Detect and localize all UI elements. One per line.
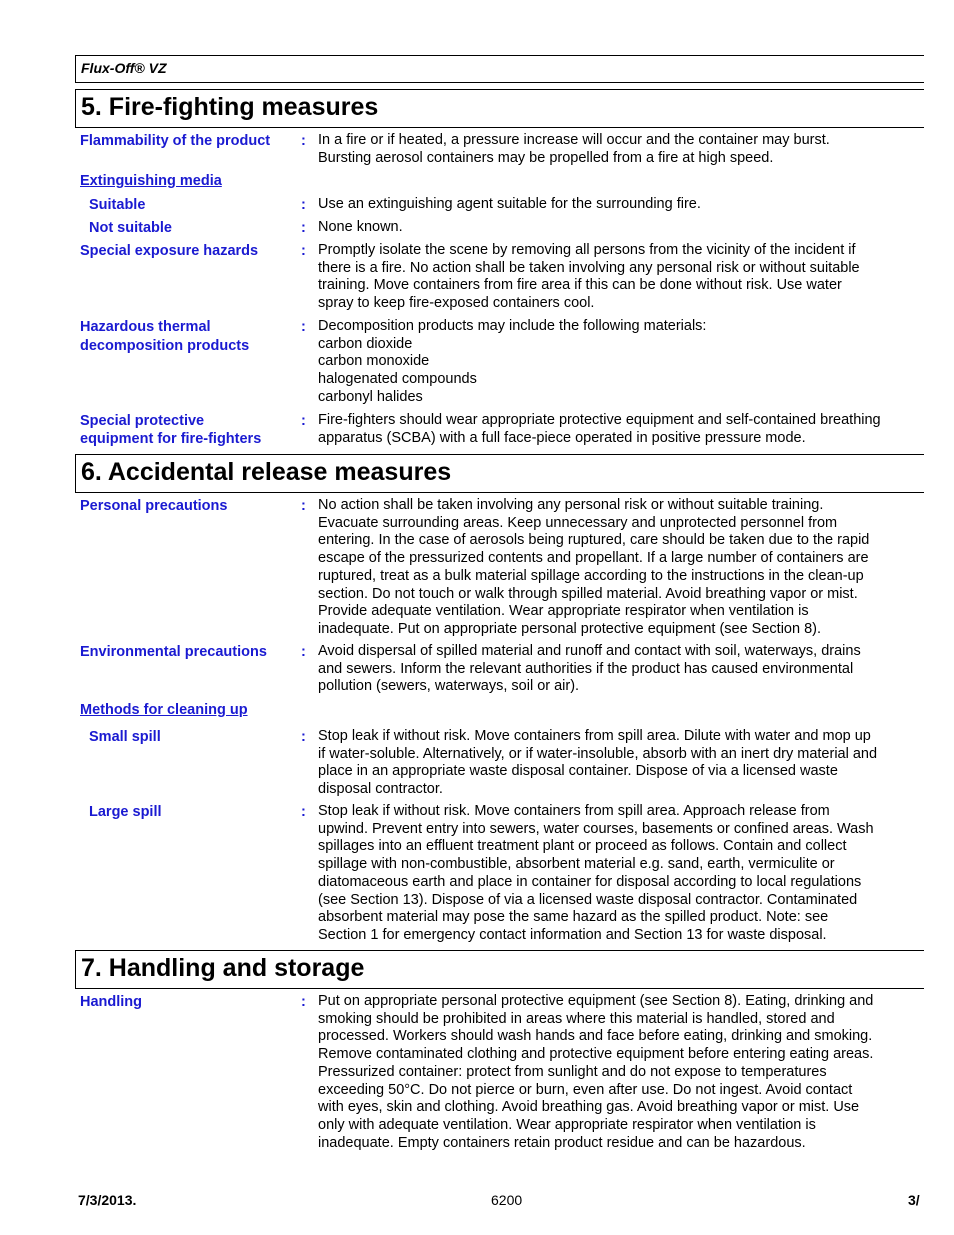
text-line: Stop leak if without risk. Move containers from spill area. Approach release from	[318, 803, 830, 819]
text-line: Decomposition products may include the following materials:	[318, 318, 707, 334]
colon: :	[301, 804, 306, 820]
colon: :	[301, 133, 306, 149]
text-line: Section 1 for emergency contact information and Section 13 for waste disposal.	[318, 926, 827, 943]
text-line: spray to keep fire-exposed containers cool.	[318, 295, 595, 312]
text-line: diatomaceous earth and place in container for disposal according to local regulations	[318, 873, 862, 890]
label-line: Hazardous thermal	[80, 319, 211, 335]
small-spill-value	[318, 728, 924, 799]
text-line: pollution (sewers, waterways, soil or air).	[318, 678, 580, 695]
text-line: training. Move containers from fire area if this can be done without risk. Use water	[318, 277, 842, 294]
personal-precautions-value	[318, 497, 924, 639]
text-line: apparatus (SCBA) with a full face-piece operated in positive pressure mode.	[318, 429, 806, 446]
colon: :	[301, 994, 306, 1010]
text-line: inadequate. Empty containers retain product residue and can be hazardous.	[318, 1134, 806, 1151]
suitable-value	[318, 196, 924, 214]
text-line: with eyes, skin and clothing. Avoid breathing gas. Avoid breathing vapor or mist. Use	[318, 1099, 860, 1116]
footer-date: 7/3/2013.	[78, 1192, 137, 1208]
handling-label: Handling	[80, 994, 143, 1010]
text-line: Fire-fighters should wear appropriate protective equipment and self-contained breathing	[318, 412, 881, 428]
section-7-title: 7. Handling and storage	[81, 954, 365, 982]
text-line: carbon dioxide	[318, 335, 413, 352]
footer-page-number: 3/	[908, 1192, 920, 1208]
special-exposure-value	[318, 242, 924, 313]
colon: :	[301, 729, 306, 745]
text-line: upwind. Prevent entry into sewers, water courses, basements or confined areas. Wash	[318, 820, 874, 837]
text-line: ruptured, treat as a bulk material spillage according to the instructions in the clean-up	[318, 567, 864, 584]
text-line: processed. Workers should wash hands and face before eating, drinking and smoking.	[318, 1028, 873, 1045]
document-header	[75, 55, 924, 83]
text-line: halogenated compounds	[318, 371, 477, 388]
colon: :	[301, 319, 306, 335]
colon: :	[301, 197, 306, 213]
text-line: Pressurized container: protect from sunlight and do not expose to temperatures	[318, 1063, 827, 1080]
text-line: Provide adequate ventilation. Wear appropriate respirator when ventilation is	[318, 603, 809, 620]
large-spill-value	[318, 803, 924, 945]
text-line: smoking should be prohibited in areas where this material is handled, stored and	[318, 1010, 835, 1027]
text-line: spillages into an effluent treatment plant or proceed as follows. Contain and collect	[318, 838, 847, 855]
label-line: Special protective	[80, 413, 205, 429]
text-line: No action shall be taken involving any personal risk or without suitable training.	[318, 497, 824, 513]
label-line: equipment for fire-fighters	[80, 431, 262, 447]
colon: :	[301, 220, 306, 236]
text-line: Stop leak if without risk. Move containers from spill area. Dilute with water and mop up	[318, 728, 871, 744]
large-spill-label: Large spill	[89, 804, 162, 820]
text-line: escape of the pressurized contents and propellant. If a large number of containers are	[318, 550, 869, 567]
text-line: if water-soluble. Alternatively, or if water-insoluble, absorb with an inert dry material and	[318, 745, 878, 762]
text-line: carbon monoxide	[318, 353, 430, 370]
special-protective-value	[318, 412, 924, 447]
text-line: exceeding 50°C. Do not pierce or burn, even after use. Do not ingest. Avoid contact	[318, 1081, 853, 1098]
product-name: Flux-Off® VZ	[81, 60, 167, 76]
extinguishing-media-link[interactable]: Extinguishing media	[80, 173, 222, 189]
hazardous-thermal-value	[318, 318, 924, 407]
text-line: absorbent material may pose the same hazard as the spilled product. Note: see	[318, 909, 829, 926]
environmental-precautions-label: Environmental precautions	[80, 644, 267, 660]
section-7-header	[75, 950, 924, 989]
text-line: In a fire or if heated, a pressure increase will occur and the container may burst.	[318, 132, 830, 148]
suitable-label: Suitable	[89, 197, 146, 213]
handling-value	[318, 993, 924, 1152]
text-line: Promptly isolate the scene by removing all persons from the vicinity of the incident if	[318, 242, 856, 258]
text-line: Bursting aerosol containers may be propelled from a fire at high speed.	[318, 149, 774, 166]
section-5-title: 5. Fire-fighting measures	[81, 93, 379, 121]
text-line: (see Section 13). Dispose of via a licensed waste disposal contractor. Contaminated	[318, 891, 858, 908]
text-line: None known.	[318, 219, 403, 235]
flammability-value	[318, 132, 924, 167]
colon: :	[301, 498, 306, 514]
section-6-title: 6. Accidental release measures	[81, 458, 452, 486]
section-6-header	[75, 454, 924, 493]
label-line: decomposition products	[80, 338, 250, 354]
text-line: Use an extinguishing agent suitable for the surrounding fire.	[318, 196, 701, 212]
environmental-precautions-value	[318, 643, 924, 696]
methods-cleaning-link[interactable]: Methods for cleaning up	[80, 702, 248, 718]
text-line: place in an appropriate waste disposal container. Dispose of via a licensed waste	[318, 763, 838, 780]
text-line: and sewers. Inform the relevant authorities if the product has caused environmental	[318, 660, 854, 677]
text-line: Put on appropriate personal protective equipment (see Section 8). Eating, drinking and	[318, 993, 874, 1009]
text-line: only with adequate ventilation. Wear appropriate respirator when ventilation is	[318, 1116, 816, 1133]
hazardous-thermal-label	[80, 318, 295, 355]
text-line: Avoid dispersal of spilled material and runoff and contact with soil, waterways, drains	[318, 643, 861, 659]
section-5-header	[75, 89, 924, 128]
footer-code: 6200	[491, 1192, 523, 1208]
colon: :	[301, 644, 306, 660]
text-line: entering. In the case of aerosols being ruptured, care should be taken due to the rapid	[318, 532, 870, 549]
text-line: section. Do not touch or walk through spilled material. Avoid breathing vapor or mist.	[318, 585, 858, 602]
small-spill-label: Small spill	[89, 729, 161, 745]
personal-precautions-label: Personal precautions	[80, 498, 228, 514]
special-protective-label	[80, 412, 295, 448]
special-exposure-label: Special exposure hazards	[80, 243, 259, 259]
not-suitable-label: Not suitable	[89, 220, 172, 236]
text-line: disposal contractor.	[318, 781, 443, 798]
not-suitable-value	[318, 219, 924, 237]
text-line: inadequate. Put on appropriate personal protective equipment (see Section 8).	[318, 620, 821, 637]
text-line: carbonyl halides	[318, 388, 423, 405]
flammability-label: Flammability of the product	[80, 133, 271, 149]
text-line: spillage with non-combustible, absorbent material e.g. sand, earth, vermiculite or	[318, 856, 835, 873]
colon: :	[301, 413, 306, 429]
colon: :	[301, 243, 306, 259]
text-line: Evacuate surrounding areas. Keep unnecessary and unprotected personnel from	[318, 514, 838, 531]
text-line: Remove contaminated clothing and protective equipment before entering eating areas.	[318, 1046, 874, 1063]
text-line: there is a fire. No action shall be taken involving any personal risk or without suitable	[318, 259, 860, 276]
